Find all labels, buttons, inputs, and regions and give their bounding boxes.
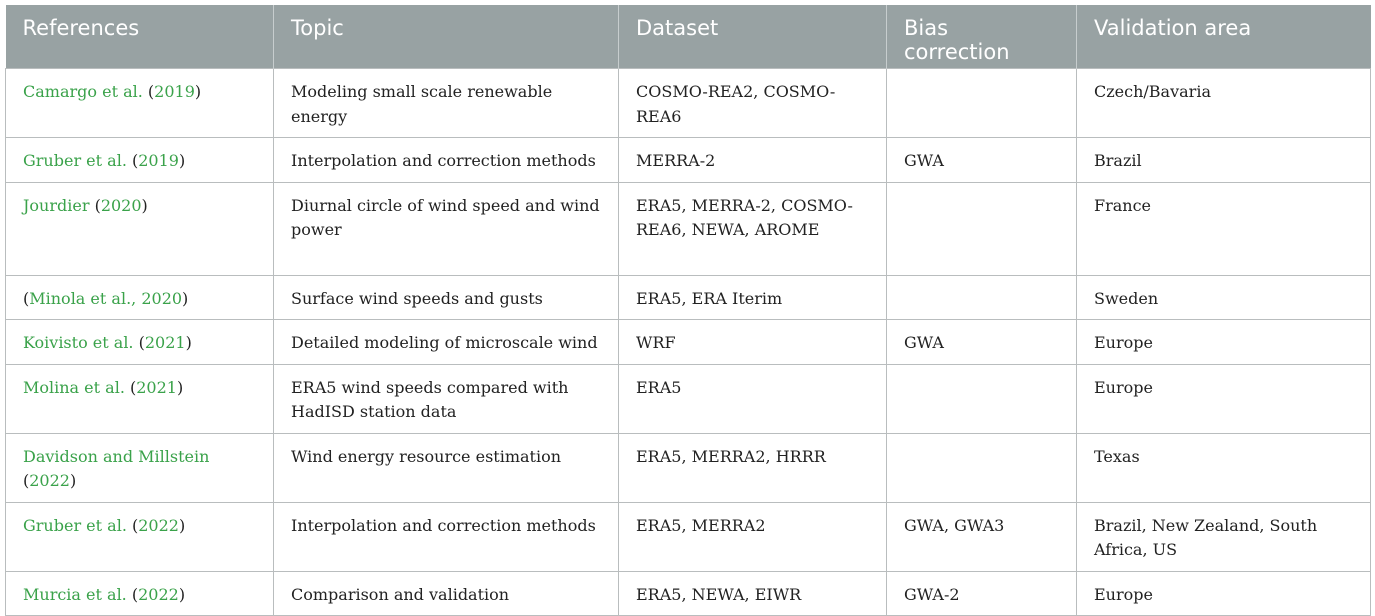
ref-separator: ( (124, 377, 137, 397)
topic-cell: Interpolation and correction methods (274, 502, 619, 571)
table-row (6, 138, 1371, 183)
reference-author-link[interactable]: Minola et al., 2020 (29, 288, 183, 308)
validation-area-cell: France (1077, 182, 1371, 275)
reference-author-link[interactable]: Molina et al. (23, 377, 125, 397)
table-row (6, 364, 1371, 433)
ref-prefix: ( (23, 288, 30, 308)
reference-year-link[interactable]: 2019 (154, 82, 195, 101)
reference-cell (6, 138, 274, 183)
ref-suffix: ) (141, 195, 148, 215)
validation-area-cell: Europe (1077, 571, 1371, 616)
reference-year-link[interactable]: 2020 (100, 195, 142, 215)
reference-author-link[interactable]: Murcia et al. (23, 584, 127, 604)
reference-cell (6, 364, 274, 433)
header-topic: Topic (274, 5, 619, 69)
table-row (6, 571, 1371, 616)
reference-cell (6, 320, 274, 365)
ref-separator: ( (126, 584, 139, 604)
bias-correction-cell (887, 275, 1077, 320)
reference-author-link[interactable]: Gruber et al. (23, 151, 127, 170)
topic-cell: ERA5 wind speeds compared with HadISD station data (274, 364, 619, 433)
topic-cell: Diurnal circle of wind speed and wind power (274, 182, 619, 275)
dataset-cell: ERA5, MERRA2 (619, 502, 887, 571)
ref-separator: ( (126, 515, 139, 535)
ref-suffix: ) (185, 333, 192, 352)
reference-year-link[interactable]: 2022 (138, 584, 179, 604)
reference-cell (6, 502, 274, 571)
table-row (6, 69, 1371, 138)
dataset-cell: ERA5, MERRA2, HRRR (619, 433, 887, 502)
validation-area-cell: Europe (1077, 364, 1371, 433)
validation-area-cell: Sweden (1077, 275, 1371, 320)
topic-cell: Modeling small scale renewable energy (274, 69, 619, 138)
dataset-cell: WRF (619, 320, 887, 365)
dataset-cell: MERRA-2 (619, 138, 887, 183)
table-row (6, 275, 1371, 320)
header-row (6, 5, 1371, 69)
ref-suffix: ) (178, 151, 186, 170)
dataset-cell: ERA5, MERRA-2, COSMO-REA6, NEWA, AROME (619, 182, 887, 275)
bias-correction-cell: GWA-2 (887, 571, 1077, 616)
reference-year-link[interactable]: 2021 (144, 333, 186, 352)
reference-year-link[interactable]: 2021 (136, 377, 177, 397)
reference-cell (6, 275, 274, 320)
ref-suffix: ) (178, 515, 186, 535)
validation-area-cell: Czech/Bavaria (1077, 69, 1371, 138)
header-validation-area: Validation area (1077, 5, 1371, 69)
reference-cell (6, 182, 274, 275)
reference-cell (6, 69, 274, 138)
ref-separator: ( (89, 195, 101, 215)
topic-cell: Comparison and validation (274, 571, 619, 616)
header-dataset: Dataset (619, 5, 887, 69)
validation-area-cell: Brazil, New Zealand, South Africa, US (1077, 502, 1371, 571)
ref-suffix: ) (176, 377, 184, 397)
reference-year-link[interactable]: 2019 (138, 151, 179, 170)
validation-area-cell: Europe (1077, 320, 1371, 365)
references-table (5, 5, 1371, 616)
bias-correction-cell (887, 69, 1077, 138)
ref-separator: ( (133, 333, 145, 352)
ref-separator: ( (126, 151, 139, 170)
header-references: References (6, 5, 274, 69)
bias-correction-cell (887, 182, 1077, 275)
ref-suffix: ) (69, 471, 77, 490)
bias-correction-cell (887, 364, 1077, 433)
reference-year-link[interactable]: 2022 (29, 471, 70, 490)
validation-area-cell: Texas (1077, 433, 1371, 502)
table-row (6, 502, 1371, 571)
table-row (6, 433, 1371, 502)
reference-author-link[interactable]: Gruber et al. (23, 515, 127, 535)
reference-author-link[interactable]: Jourdier (23, 195, 90, 215)
reference-author-link[interactable]: Davidson and Millstein (23, 446, 210, 466)
topic-cell: Wind energy resource estimation (274, 433, 619, 502)
ref-separator: ( (142, 82, 155, 101)
reference-author-link[interactable]: Camargo et al. (23, 82, 143, 101)
header-bias-correction: Bias correction (887, 5, 1077, 69)
bias-correction-cell: GWA, GWA3 (887, 502, 1077, 571)
table-header (6, 5, 1371, 69)
dataset-cell: ERA5 (619, 364, 887, 433)
bias-correction-cell (887, 433, 1077, 502)
reference-cell (6, 433, 274, 502)
validation-area-cell: Brazil (1077, 138, 1371, 183)
dataset-cell: ERA5, ERA Iterim (619, 275, 887, 320)
reference-author-link[interactable]: Koivisto et al. (23, 333, 134, 352)
table-body (6, 69, 1371, 616)
ref-suffix: ) (194, 82, 202, 101)
ref-suffix: ) (182, 288, 189, 308)
topic-cell: Interpolation and correction methods (274, 138, 619, 183)
dataset-cell: ERA5, NEWA, EIWR (619, 571, 887, 616)
reference-cell (6, 571, 274, 616)
table-row (6, 182, 1371, 275)
bias-correction-cell: GWA (887, 138, 1077, 183)
bias-correction-cell: GWA (887, 320, 1077, 365)
references-table-container (5, 5, 1370, 616)
topic-cell: Detailed modeling of microscale wind (274, 320, 619, 365)
dataset-cell: COSMO-REA2, COSMO-REA6 (619, 69, 887, 138)
table-row (6, 320, 1371, 365)
reference-year-link[interactable]: 2022 (138, 515, 179, 535)
topic-cell: Surface wind speeds and gusts (274, 275, 619, 320)
ref-separator: ( (23, 471, 30, 490)
ref-suffix: ) (178, 584, 186, 604)
